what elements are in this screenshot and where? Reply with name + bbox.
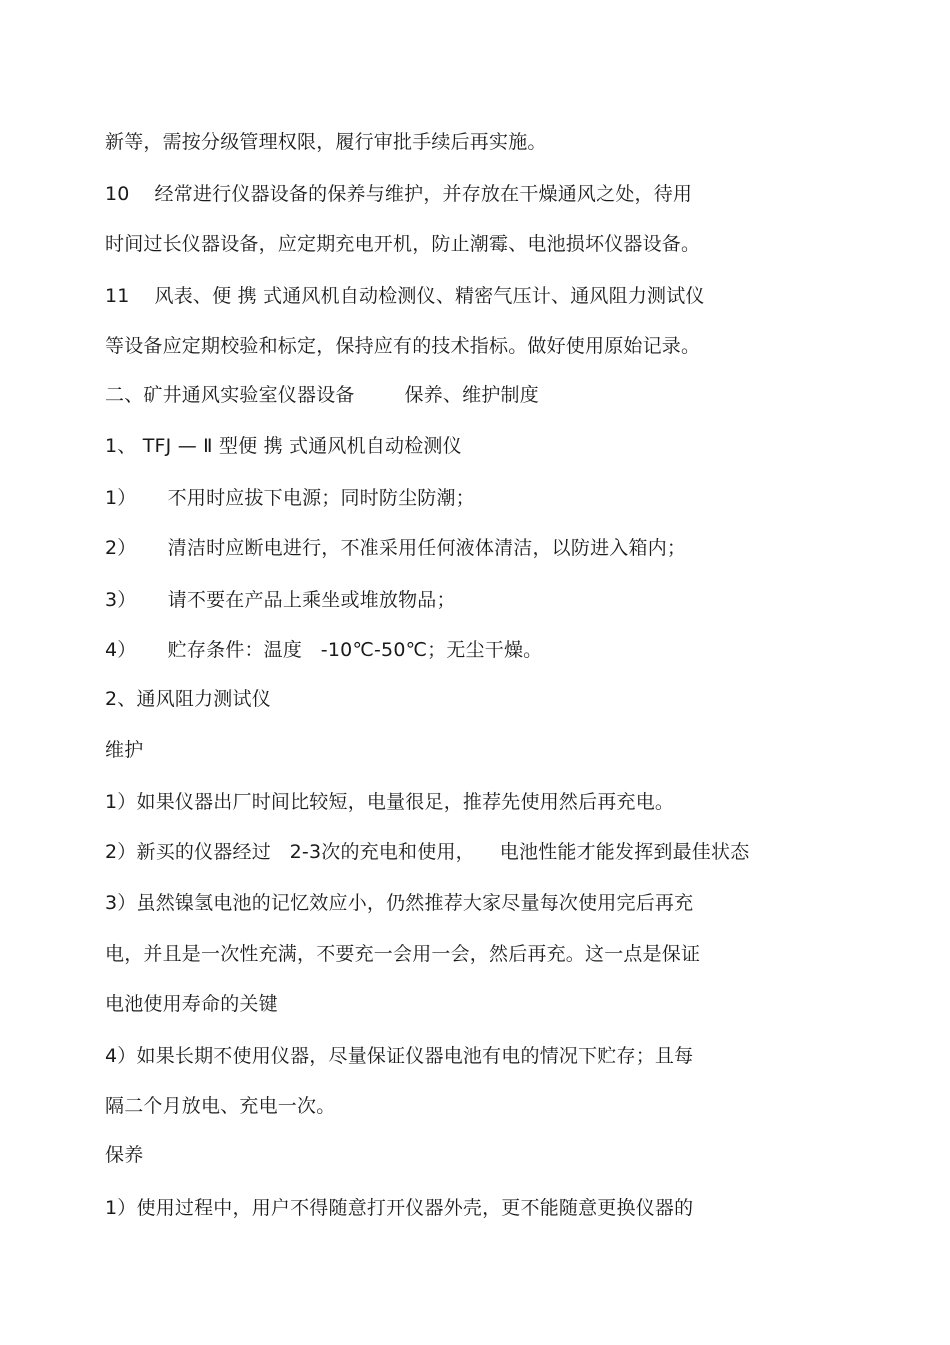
- text-line: 电池使用寿命的关键: [105, 993, 278, 1015]
- section-heading: 二、矿井通风实验室仪器设备 保养、维护制度: [105, 384, 539, 406]
- list-item: 3）虽然镍氢电池的记忆效应小，仍然推荐大家尽量每次使用完后再充: [105, 892, 694, 914]
- text-line: 电，并且是一次性充满，不要充一会用一会，然后再充。这一点是保证: [105, 943, 701, 965]
- text-line: 10 经常进行仪器设备的保养与维护，并存放在干燥通风之处，待用: [105, 183, 693, 205]
- list-item: 1） 不用时应拔下电源；同时防尘防潮；: [105, 487, 475, 509]
- paragraph-heading: 维护: [105, 739, 144, 761]
- list-item: 2） 清洁时应断电进行，不准采用任何液体清洁，以防进入箱内；: [105, 537, 687, 559]
- text-line: 11 风表、便 携 式通风机自动检测仪、精密气压计、通风阻力测试仪: [105, 285, 705, 307]
- text-line: 等设备应定期校验和标定，保持应有的技术指标。做好使用原始记录。: [105, 335, 701, 357]
- subsection-heading: 1、 TFJ — Ⅱ 型便 携 式通风机自动检测仪: [105, 435, 462, 457]
- list-item: 4）如果长期不使用仪器，尽量保证仪器电池有电的情况下贮存；且每: [105, 1045, 694, 1067]
- list-item: 1）如果仪器出厂时间比较短，电量很足，推荐先使用然后再充电。: [105, 791, 675, 813]
- subsection-heading: 2、通风阻力测试仪: [105, 688, 271, 710]
- list-item: 1）使用过程中，用户不得随意打开仪器外壳，更不能随意更换仪器的: [105, 1197, 694, 1219]
- list-item: 4） 贮存条件：温度 -10℃-50℃；无尘干燥。: [105, 639, 543, 661]
- text-line: 隔二个月放电、充电一次。: [105, 1095, 336, 1117]
- text-line: 时间过长仪器设备，应定期充电开机，防止潮霉、电池损坏仪器设备。: [105, 233, 701, 255]
- list-item: 3） 请不要在产品上乘坐或堆放物品；: [105, 589, 456, 611]
- paragraph-heading: 保养: [105, 1144, 144, 1166]
- list-item: 2）新买的仪器经过 2-3次的充电和使用， 电池性能才能发挥到最佳状态: [105, 841, 750, 863]
- text-line: 新等，需按分级管理权限，履行审批手续后再实施。: [105, 131, 547, 153]
